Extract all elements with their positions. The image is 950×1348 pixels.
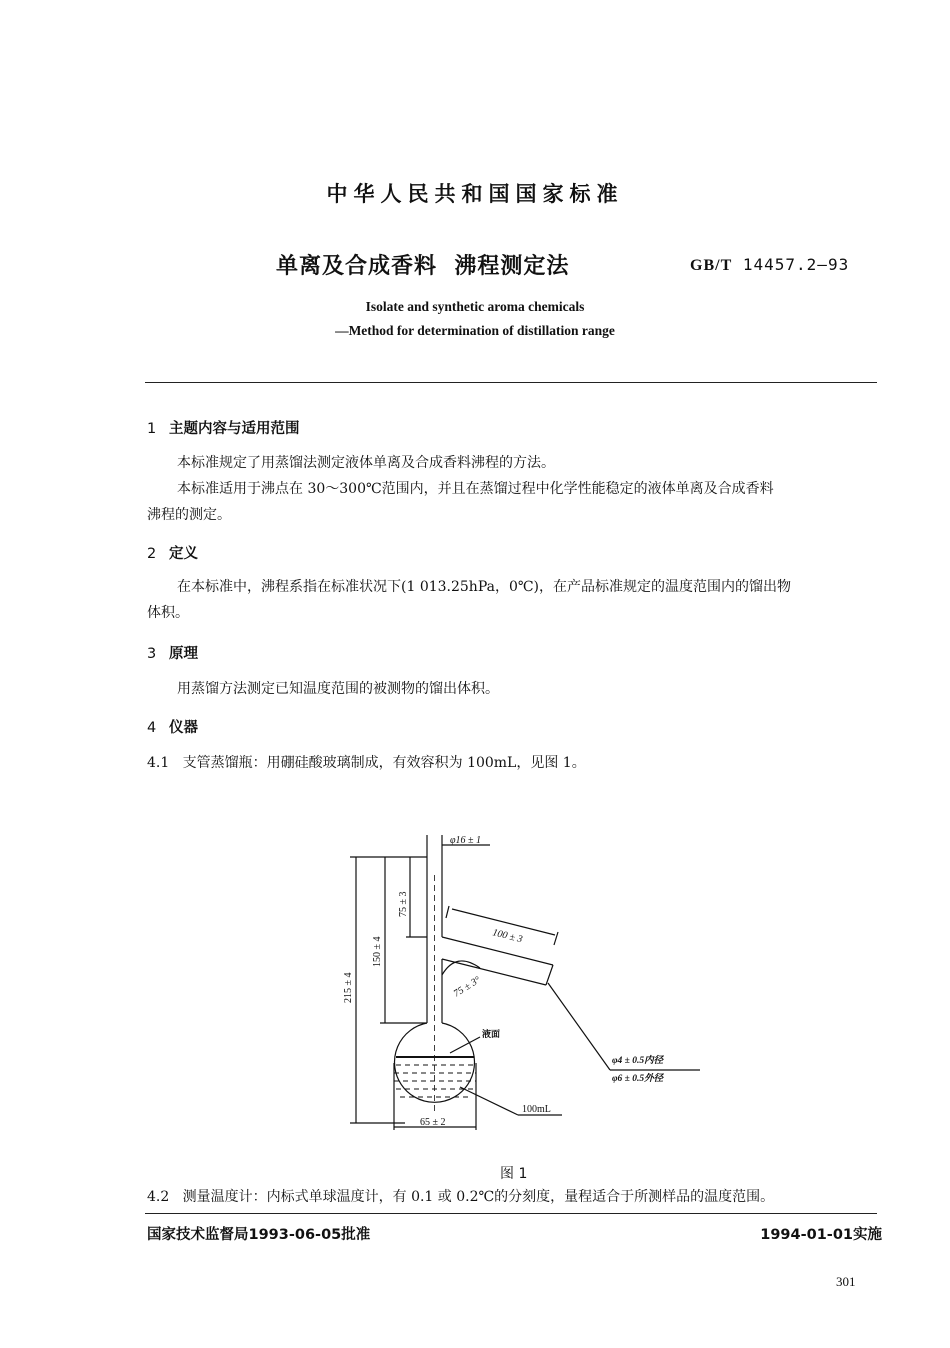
standard-number-value: 14457.2—93	[742, 255, 850, 274]
national-standard-heading: 中华人民共和国国家标准	[326, 182, 624, 206]
leader-tube-diameter	[548, 983, 610, 1070]
label-side-tube-length: 100 ± 3	[491, 927, 524, 946]
distillation-flask-figure	[330, 825, 710, 1135]
section-title: 定义	[169, 546, 198, 562]
label-total-height: 215 ± 4	[343, 972, 354, 1003]
section-1-para-2b: 沸程的测定。	[147, 507, 231, 523]
section-title: 原理	[169, 646, 198, 662]
section-title: 仪器	[169, 720, 198, 736]
approval-date: 国家技术监督局1993-06-05批准	[147, 1227, 371, 1243]
leader-volume	[460, 1087, 518, 1115]
label-neck-upper: 75 ± 3	[398, 891, 409, 917]
side-tube-end	[546, 965, 553, 985]
label-neck-diameter: φ16 ± 1	[450, 835, 482, 846]
page-number: 301	[836, 1274, 856, 1289]
label-bulb-diameter: 65 ± 2	[420, 1117, 446, 1128]
section-4-heading	[147, 716, 198, 737]
label-neck-length: 150 ± 4	[372, 936, 383, 967]
section-3-para-1: 用蒸馏方法测定已知温度范围的被测物的馏出体积。	[177, 681, 499, 697]
angle-arc	[442, 961, 480, 975]
section-2-para-1a: 在本标准中，沸程系指在标准状况下(1 013.25hPa，0℃)，在产品标准规定的温度范围内的馏出物	[177, 579, 791, 595]
dim-side-ext-2	[554, 932, 558, 945]
standard-title-en-line2: —Method for determination of distillation range	[335, 323, 615, 338]
dim-side-ext-1	[446, 906, 449, 918]
footer-divider	[145, 1213, 877, 1214]
header-divider	[145, 382, 877, 383]
liquid-hatching	[394, 1065, 476, 1097]
label-angle: 75 ± 3°	[451, 974, 483, 1000]
standard-title-en-line1: Isolate and synthetic aroma chemicals	[365, 299, 585, 314]
section-1-para-1: 本标准规定了用蒸馏法测定液体单离及合成香料沸程的方法。	[177, 455, 555, 471]
section-2-para-1b: 体积。	[147, 605, 189, 621]
section-number: 1	[147, 421, 157, 437]
section-3-heading	[147, 642, 198, 663]
section-title: 主题内容与适用范围	[169, 421, 300, 437]
label-inner-diameter: φ4 ± 0.5内径	[612, 1056, 664, 1066]
section-1-heading	[147, 417, 300, 438]
standard-prefix: GB/T	[690, 257, 733, 274]
section-number: 2	[147, 546, 157, 562]
figure-caption: 图 1	[500, 1166, 528, 1182]
section-2-heading	[147, 542, 198, 563]
standard-number	[690, 255, 849, 275]
section-4-1-para: 4.1 支管蒸馏瓶：用硼硅酸玻璃制成，有效容积为 100mL，见图 1。	[147, 755, 586, 771]
section-number: 4	[147, 720, 157, 736]
label-volume: 100mL	[522, 1104, 551, 1115]
section-1-para-2a: 本标准适用于沸点在 30～300℃范围内，并且在蒸馏过程中化学性能稳定的液体单离及合成香料	[177, 481, 774, 497]
label-outer-diameter: φ6 ± 0.5外径	[612, 1074, 664, 1084]
standard-title-cn: 单离及合成香料 沸程测定法	[276, 254, 570, 279]
section-number: 3	[147, 646, 157, 662]
implementation-date: 1994-01-01实施	[760, 1227, 882, 1243]
side-tube-bottom	[442, 959, 546, 985]
label-liquid-level: 液面	[482, 1029, 501, 1039]
section-4-2-para: 4.2 测量温度计：内标式单球温度计，有 0.1 或 0.2℃的分刻度，量程适合于所测样品的温度范围。	[147, 1189, 775, 1205]
leader-liquid-level	[450, 1037, 480, 1053]
